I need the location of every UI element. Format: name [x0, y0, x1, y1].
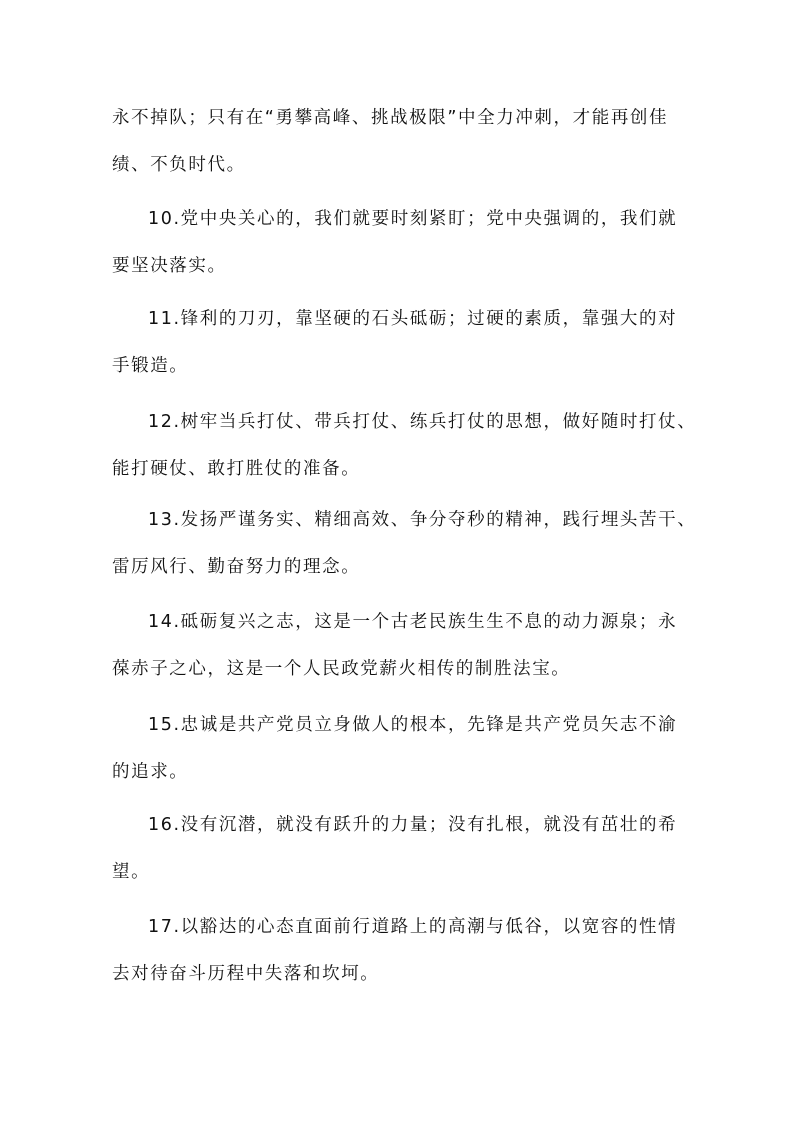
- paragraph-line: 要坚决落实。: [112, 256, 227, 276]
- paragraph-line: 11.锋利的刀刃，靠坚硬的石头砥砺；过硬的素质，靠强大的对: [148, 309, 678, 329]
- paragraph-line: 绩、不负时代。: [112, 155, 246, 175]
- paragraph-line: 14.砥砺复兴之志，这是一个古老民族生生不息的动力源泉；永: [148, 612, 678, 632]
- paragraph-item-10: [112, 196, 687, 290]
- paragraph-line: 雷厉风行、勤奋努力的理念。: [112, 557, 361, 577]
- paragraph-line: 手锻造。: [112, 356, 189, 376]
- paragraph-item-14: [112, 599, 687, 693]
- paragraph-continued: [112, 95, 687, 189]
- paragraph-item-11: [112, 296, 687, 390]
- paragraph-line: 望。: [112, 862, 151, 882]
- paragraph-item-13: [112, 497, 697, 591]
- paragraph-line: 去对待奋斗历程中失落和坎坷。: [112, 964, 380, 984]
- paragraph-item-16: [112, 802, 687, 896]
- paragraph-line: 17.以豁达的心态直面前行道路上的高潮与低谷，以宽容的性情: [148, 917, 678, 937]
- paragraph-line: 的追求。: [112, 762, 189, 782]
- paragraph-line: 12.树牢当兵打仗、带兵打仗、练兵打仗的思想，做好随时打仗、: [148, 412, 697, 432]
- paragraph-item-12: [112, 399, 697, 493]
- paragraph-line: 15.忠诚是共产党员立身做人的根本，先锋是共产党员矢志不渝: [148, 715, 678, 735]
- paragraph-line: 16.没有沉潜，就没有跃升的力量；没有扎根，就没有茁壮的希: [148, 815, 678, 835]
- paragraph-line: 10.党中央关心的，我们就要时刻紧盯；党中央强调的，我们就: [148, 209, 678, 229]
- paragraph-item-15: [112, 702, 687, 796]
- paragraph-line: 葆赤子之心，这是一个人民政党薪火相传的制胜法宝。: [112, 659, 571, 679]
- paragraph-line: 13.发扬严谨务实、精细高效、争分夺秒的精神，践行埋头苦干、: [148, 510, 697, 530]
- paragraph-item-17: [112, 904, 687, 998]
- paragraph-line: 永不掉队；只有在“勇攀高峰、挑战极限”中全力冲刺，才能再创佳: [112, 108, 669, 128]
- paragraph-line: 能打硬仗、敢打胜仗的准备。: [112, 459, 361, 479]
